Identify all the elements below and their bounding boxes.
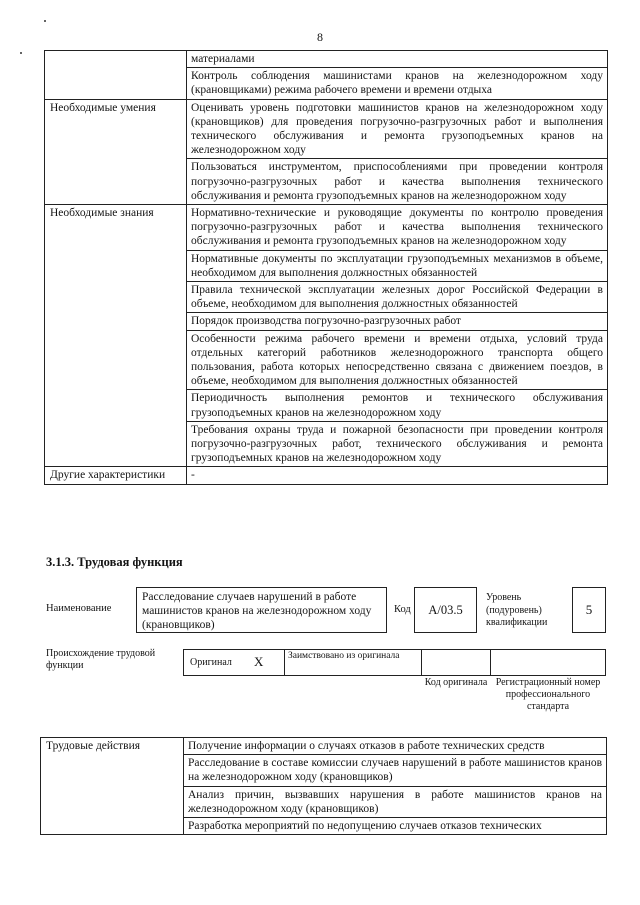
table-cell: Правила технической эксплуатации железных дорог Российской Федерации в объеме, необходимом для выполнения должностных обязанностей [187, 282, 608, 313]
table-cell: Периодичность выполнения ремонтов и технического обслуживания грузоподъемных кранов на железнодорожном ходу [187, 390, 608, 421]
divider [490, 650, 491, 675]
name-value: Расследование случаев нарушений в работе машинистов кранов на железнодорожном ходу (крановщиков) [142, 591, 372, 631]
row-label-other: Другие характеристики [45, 467, 187, 484]
scan-speck [44, 20, 46, 22]
table-cell: Нормативно-технические и руководящие документы по контролю проведения погрузочно-разгрузочных работ и качества выполнения технического обслуживания и ремонта грузоподъемных кранов на железнодорожном ходу [187, 205, 608, 251]
divider [284, 650, 285, 675]
origin-boxes [183, 649, 606, 676]
level-value-box [572, 587, 606, 633]
table-cell: Особенности режима рабочего времени и времени отдыха, условий труда отдельных категорий работников железнодорожного транспорта общего пользования, работа которых непосредственно связана с движением поездов, в объеме, необходимом для выполнения должностных обязанностей [187, 330, 608, 390]
row-label-actions: Трудовые действия [41, 738, 184, 835]
requirements-table [44, 50, 608, 485]
table-row [45, 467, 608, 484]
level-label: Уровень (подуровень) квалификации [486, 592, 548, 628]
level-value: 5 [585, 602, 593, 617]
table-cell: Порядок производства погрузочно-разгрузочных работ [187, 313, 608, 330]
table-cell: Нормативные документы по эксплуатации грузоподъемных механизмов в объеме, необходимом для выполнения должностных обязанностей [187, 250, 608, 281]
table-cell: Оценивать уровень подготовки машинистов кранов на железнодорожном ходу (крановщиков) для проведения погрузочно-разгрузочных работ и выполнения технического обслуживания и ремонта грузоподъемных кранов на железнодорожном ходу [187, 99, 608, 159]
name-label: Наименование [46, 603, 112, 614]
scan-speck [20, 52, 22, 54]
name-value-box [136, 587, 387, 633]
code-original-label: Код оригинала [424, 677, 488, 688]
code-value: А/03.5 [428, 603, 463, 617]
page-number: 8 [317, 30, 323, 44]
row-label [45, 51, 187, 100]
table-row [45, 205, 608, 251]
row-label-skills: Необходимые умения [45, 99, 187, 204]
table-cell: материалами [187, 51, 608, 68]
row-label-knowledge: Необходимые знания [45, 205, 187, 467]
table-cell: - [187, 467, 608, 484]
table-cell: Анализ причин, вызвавших нарушения в работе машинистов кранов на железнодорожном ходу (крановщиков) [184, 786, 607, 817]
code-label: Код [394, 604, 411, 615]
table-cell: Пользоваться инструментом, приспособлениями при проведении контроля погрузочно-разгрузочных работ и качества выполнения технического обслуживания и ремонта грузоподъемных кранов на железнодорожном ходу [187, 159, 608, 205]
divider [421, 650, 422, 675]
table-cell: Расследование в составе комиссии случаев нарушений в работе машинистов кранов на железнодорожном ходу (крановщиков) [184, 755, 607, 786]
table-row [45, 99, 608, 159]
original-label: Оригинал [190, 657, 232, 668]
table-cell: Получение информации о случаях отказов в работе технических средств [184, 738, 607, 755]
reg-number-label: Регистрационный номер профессионального стандарта [495, 677, 601, 712]
borrowed-label: Заимствовано из оригинала [288, 651, 400, 661]
table-cell: Контроль соблюдения машинистами кранов на железнодорожном ходу (крановщиками) режима рабочего времени и времени отдыха [187, 68, 608, 99]
code-value-box [414, 587, 477, 633]
table-row [45, 51, 608, 68]
labour-actions-table [40, 737, 607, 835]
table-row [41, 738, 607, 755]
origin-label: Происхождение трудовой функции [46, 648, 156, 671]
section-heading: 3.1.3. Трудовая функция [46, 555, 183, 569]
table-cell: Требования охраны труда и пожарной безопасности при проведении контроля погрузочно-разгрузочных работ, технического обслуживания и ремонта грузоподъемных кранов на железнодорожном ходу [187, 421, 608, 467]
table-cell: Разработка мероприятий по недопущению случаев отказов технических [184, 818, 607, 835]
original-mark: Х [254, 654, 264, 669]
